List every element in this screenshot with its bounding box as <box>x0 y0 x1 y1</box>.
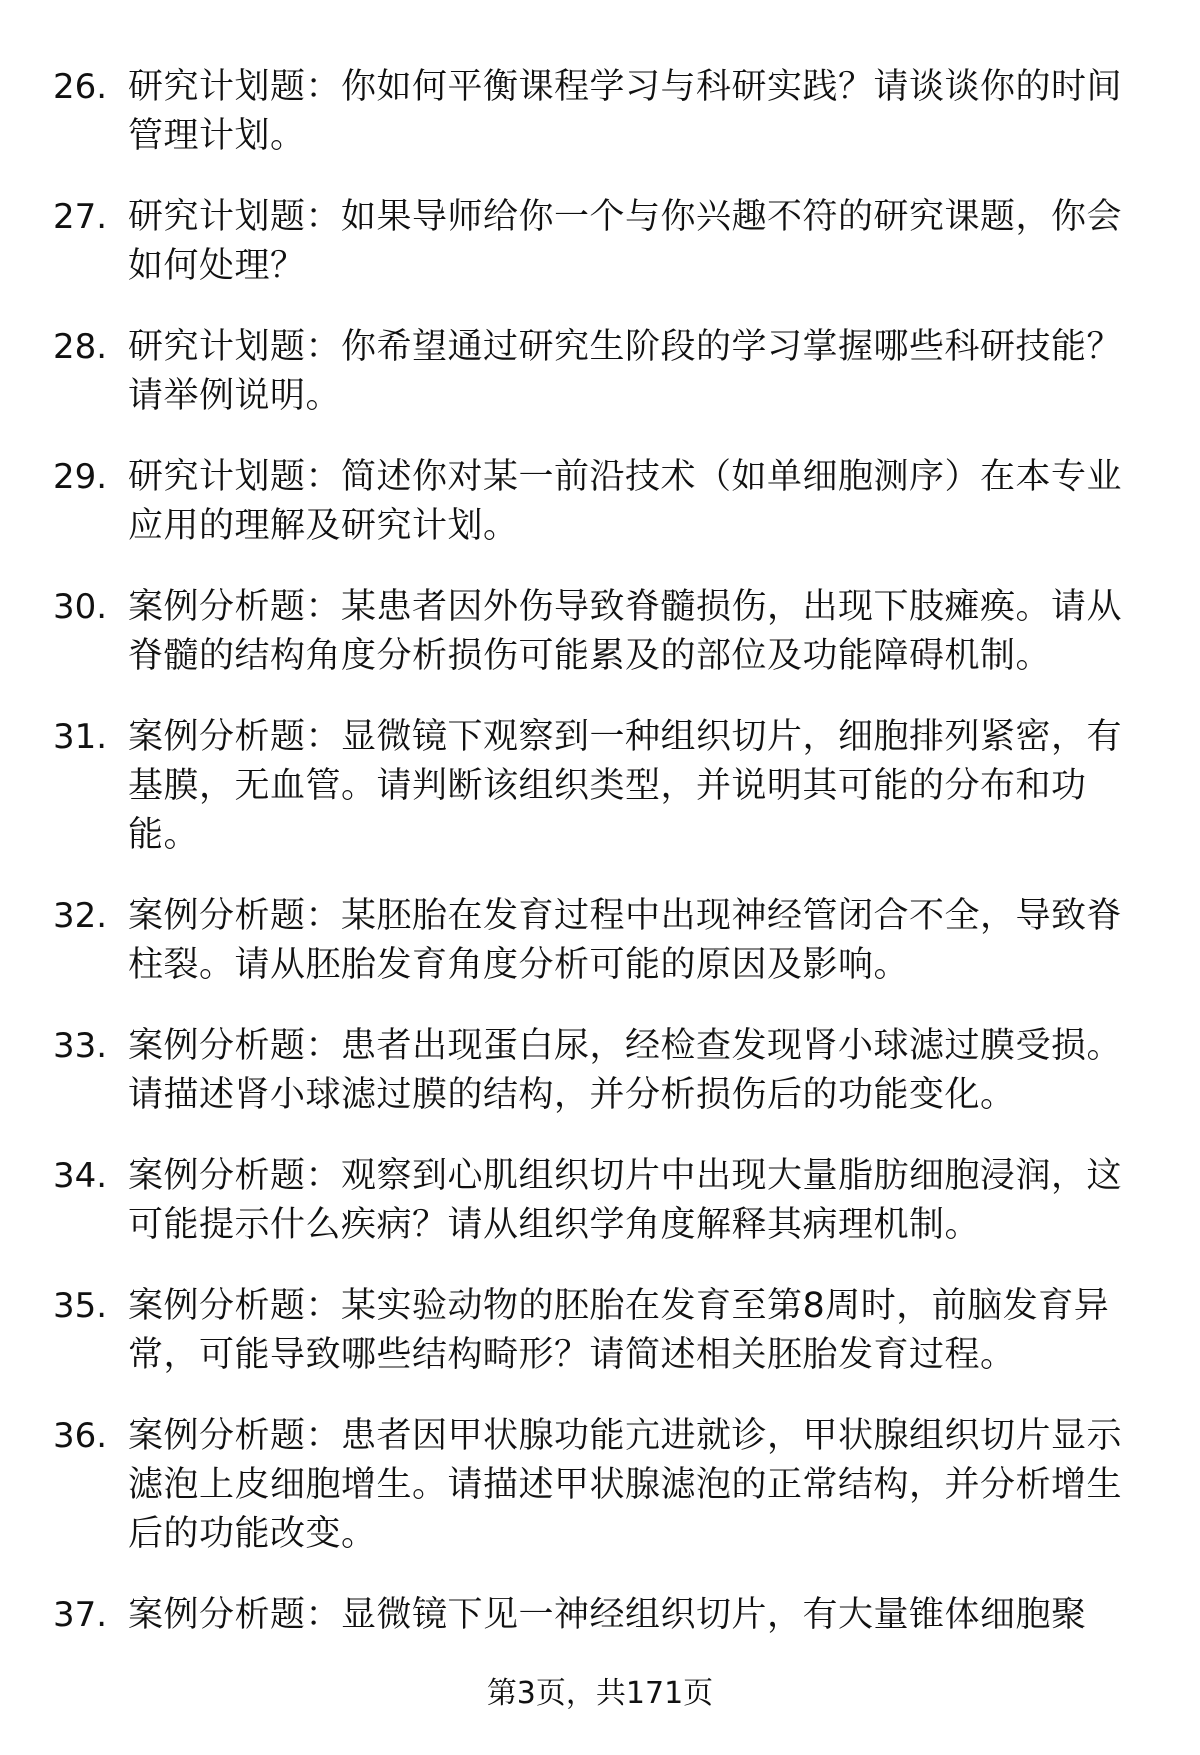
question-text-line: 案例分析题：患者因甲状腺功能亢进就诊，甲状腺组织切片显示 <box>128 1416 1123 1456</box>
question-item <box>0 1412 1200 1559</box>
question-text-line: 管理计划。 <box>128 116 306 156</box>
question-text-line: 研究计划题：如果导师给你一个与你兴趣不符的研究课题，你会 <box>128 197 1123 237</box>
question-number: 30. <box>53 587 108 627</box>
question-text-line: 能。 <box>128 815 200 855</box>
question-item <box>0 1591 1200 1640</box>
question-item <box>0 1282 1200 1380</box>
question-text <box>128 713 1168 860</box>
question-number: 26. <box>53 67 108 107</box>
question-text-line: 案例分析题：某患者因外伤导致脊髓损伤，出现下肢瘫痪。请从 <box>128 587 1123 627</box>
question-item <box>0 583 1200 681</box>
question-text-line: 基膜，无血管。请判断该组织类型，并说明其可能的分布和功 <box>128 766 1087 806</box>
question-text <box>128 1412 1168 1559</box>
question-number: 36. <box>53 1416 108 1456</box>
question-text-line: 研究计划题：你如何平衡课程学习与科研实践？请谈谈你的时间 <box>128 67 1123 107</box>
question-item <box>0 892 1200 990</box>
question-item <box>0 713 1200 860</box>
question-text <box>128 1022 1168 1120</box>
question-number: 35. <box>53 1286 108 1326</box>
question-text-line: 柱裂。请从胚胎发育角度分析可能的原因及影响。 <box>128 945 910 985</box>
question-item <box>0 453 1200 551</box>
question-text <box>128 892 1168 990</box>
question-text-line: 案例分析题：显微镜下观察到一种组织切片，细胞排列紧密，有 <box>128 717 1123 757</box>
question-text <box>128 1591 1168 1640</box>
question-text-line: 如何处理？ <box>128 246 306 286</box>
question-text-line: 后的功能改变。 <box>128 1514 377 1554</box>
question-text <box>128 1282 1168 1380</box>
question-number: 33. <box>53 1026 108 1066</box>
question-text-line: 案例分析题：某实验动物的胚胎在发育至第8周时，前脑发育异 <box>128 1286 1110 1326</box>
question-number: 34. <box>53 1156 108 1196</box>
question-text-line: 常，可能导致哪些结构畸形？请简述相关胚胎发育过程。 <box>128 1335 1016 1375</box>
question-item <box>0 1022 1200 1120</box>
question-number: 29. <box>53 457 108 497</box>
question-text <box>128 1152 1168 1250</box>
question-text-line: 请描述肾小球滤过膜的结构，并分析损伤后的功能变化。 <box>128 1075 1016 1115</box>
question-item <box>0 63 1200 161</box>
question-text-line: 研究计划题：你希望通过研究生阶段的学习掌握哪些科研技能？ <box>128 327 1123 367</box>
question-text-line: 案例分析题：观察到心肌组织切片中出现大量脂肪细胞浸润，这 <box>128 1156 1123 1196</box>
question-number: 37. <box>53 1595 108 1635</box>
question-item <box>0 323 1200 421</box>
question-text-line: 应用的理解及研究计划。 <box>128 506 519 546</box>
question-text <box>128 583 1168 681</box>
question-text-line: 请举例说明。 <box>128 376 342 416</box>
question-number: 31. <box>53 717 108 757</box>
question-text <box>128 453 1168 551</box>
question-text <box>128 193 1168 291</box>
question-text <box>128 63 1168 161</box>
question-number: 28. <box>53 327 108 367</box>
question-item <box>0 193 1200 291</box>
question-text-line: 滤泡上皮细胞增生。请描述甲状腺滤泡的正常结构，并分析增生 <box>128 1465 1123 1505</box>
question-text-line: 案例分析题：患者出现蛋白尿，经检查发现肾小球滤过膜受损。 <box>128 1026 1123 1066</box>
question-number: 32. <box>53 896 108 936</box>
question-text <box>128 323 1168 421</box>
question-item <box>0 1152 1200 1250</box>
question-list <box>0 63 1200 1672</box>
question-number: 27. <box>53 197 108 237</box>
question-text-line: 案例分析题：某胚胎在发育过程中出现神经管闭合不全，导致脊 <box>128 896 1123 936</box>
page-footer: 第3页，共171页 <box>486 1676 714 1711</box>
question-text-line: 可能提示什么疾病？请从组织学角度解释其病理机制。 <box>128 1205 981 1245</box>
question-text-line: 案例分析题：显微镜下见一神经组织切片，有大量锥体细胞聚 <box>128 1595 1087 1635</box>
question-text-line: 脊髓的结构角度分析损伤可能累及的部位及功能障碍机制。 <box>128 636 1052 676</box>
question-text-line: 研究计划题：简述你对某一前沿技术（如单细胞测序）在本专业 <box>128 457 1123 497</box>
